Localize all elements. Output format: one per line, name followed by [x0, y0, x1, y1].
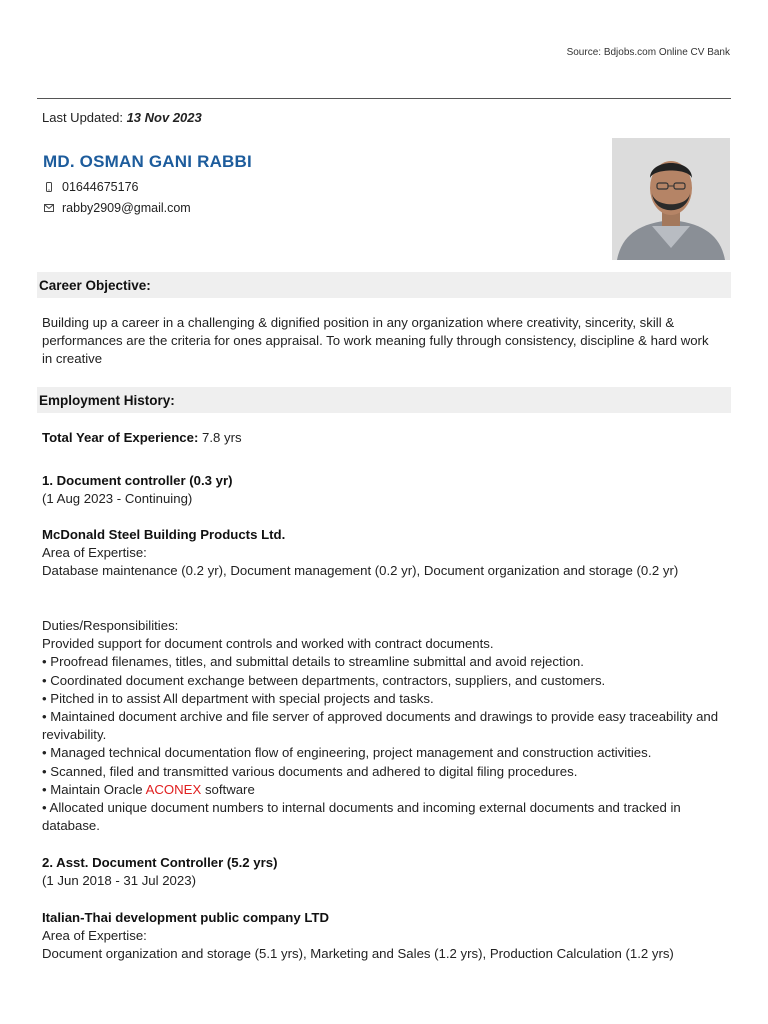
job-1-company: McDonald Steel Building Products Ltd.	[42, 527, 286, 542]
phone-number: 01644675176	[62, 180, 139, 194]
duty-item: • Managed technical documentation flow of engineering, project management and construction activities.	[42, 745, 652, 761]
job-2-dates: (1 Jun 2018 - 31 Jul 2023)	[42, 873, 196, 889]
duty-item: • Scanned, filed and transmitted various documents and adhered to digital filing procedures.	[42, 763, 578, 779]
last-updated-value: 13 Nov 2023	[126, 110, 202, 125]
career-objective-header	[37, 272, 731, 298]
job-1-area: Database maintenance (0.2 yr), Document management (0.2 yr), Document organization and storage (0.2 yr)	[42, 563, 679, 579]
employment-history-heading: Employment History:	[39, 393, 175, 408]
aconex-highlight: ACONEX	[145, 781, 202, 797]
job-1-dates: (1 Aug 2023 - Continuing)	[42, 491, 193, 507]
candidate-name: MD. OSMAN GANI RABBI	[43, 152, 252, 171]
duty-item: • Proofread filenames, titles, and submittal details to streamline submittal and avoid rejection.	[42, 654, 584, 670]
phone-icon	[44, 182, 54, 192]
duty-item: • Maintained document archive and file server of approved documents and drawings to provide easy traceability and revivability.	[42, 709, 719, 743]
oracle-post: software	[201, 781, 255, 797]
career-objective-paragraph: Building up a career in a challenging & dignified position in any organization where creativity, sincerity, skill & performances are the criteria for ones appraisal. To work meaning fully through consistency, discipline & hard work in creative	[42, 315, 709, 367]
email-address: rabby2909@gmail.com	[62, 201, 191, 215]
job-1-title: 1. Document controller (0.3 yr)	[42, 473, 233, 488]
job-1-duties	[42, 617, 722, 835]
duty-item: • Coordinated document exchange between departments, contractors, suppliers, and customers.	[42, 672, 606, 688]
last-updated-label: Last Updated:	[42, 110, 123, 125]
job-2-area: Document organization and storage (5.1 yrs), Marketing and Sales (1.2 yrs), Production Calculation (1.2 yrs)	[42, 946, 674, 962]
employment-history-header	[37, 387, 731, 413]
job-1	[42, 472, 722, 508]
oracle-pre: • Maintain Oracle	[42, 781, 146, 797]
email-row	[44, 201, 191, 215]
duty-item: • Pitched in to assist All department with special projects and tasks.	[42, 690, 434, 706]
job-2-area-label: Area of Expertise:	[42, 928, 147, 944]
header-divider	[37, 98, 731, 99]
job-1-details	[42, 526, 722, 581]
job-2-title: 2. Asst. Document Controller (5.2 yrs)	[42, 855, 278, 870]
last-updated	[42, 110, 202, 125]
total-experience-value: 7.8 yrs	[202, 430, 242, 445]
total-experience-label: Total Year of Experience:	[42, 430, 199, 445]
total-experience	[42, 429, 722, 447]
duty-item: • Allocated unique document numbers to internal documents and incoming external documents and tracked in database.	[42, 800, 681, 834]
source-note: Source: Bdjobs.com Online CV Bank	[566, 47, 730, 58]
career-objective-text	[42, 314, 722, 369]
job-1-duties-intro: Provided support for document controls and worked with contract documents.	[42, 636, 494, 652]
duty-item-oracle	[42, 781, 722, 799]
career-objective-heading: Career Objective:	[39, 278, 151, 293]
profile-photo	[612, 138, 730, 260]
email-icon	[44, 203, 54, 213]
job-2	[42, 854, 722, 890]
phone-row	[44, 180, 138, 194]
job-1-area-label: Area of Expertise:	[42, 545, 147, 561]
job-2-details	[42, 909, 722, 964]
job-2-company: Italian-Thai development public company LTD	[42, 910, 329, 925]
job-1-duties-label: Duties/Responsibilities:	[42, 618, 179, 633]
